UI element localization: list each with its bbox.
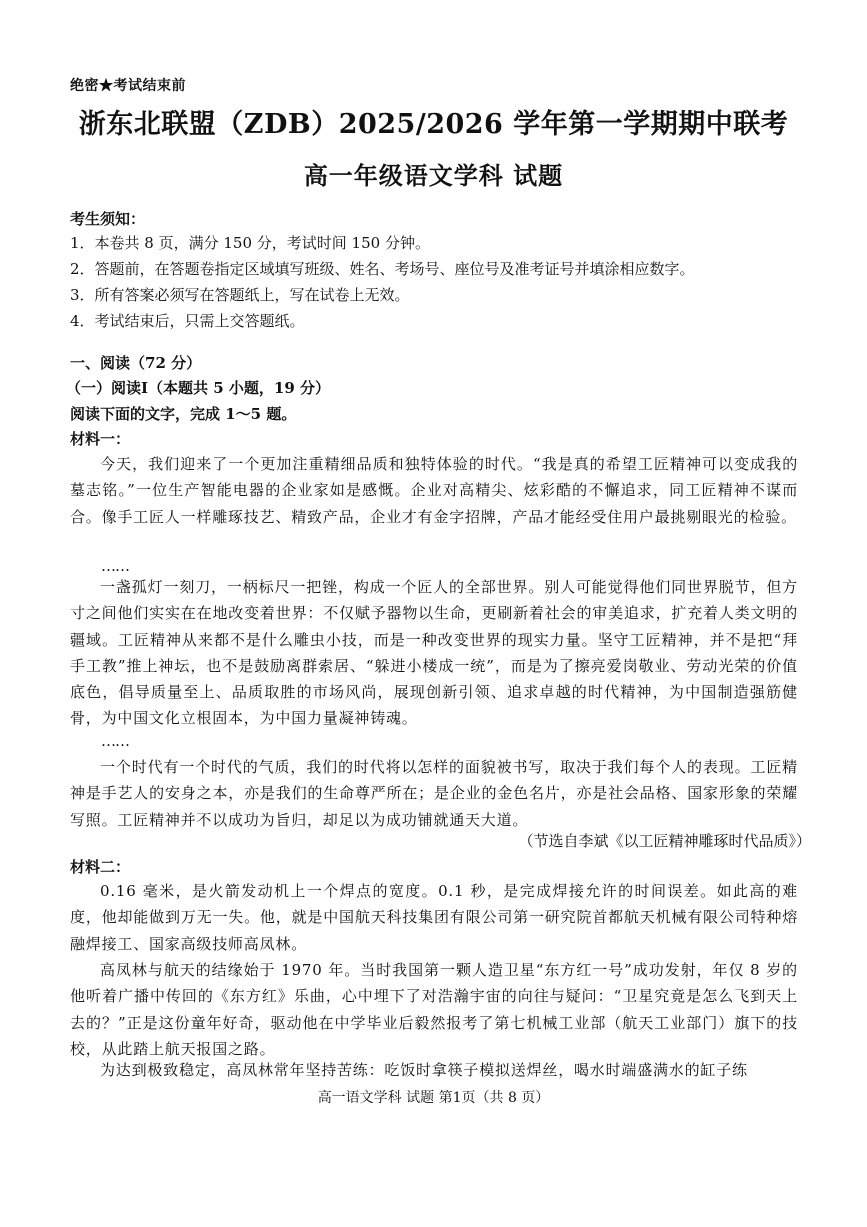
material-2-label: 材料二： bbox=[70, 858, 131, 876]
material-1-paragraph-3: 一个时代有一个时代的气质，我们的时代将以怎样的面貌被书写，取决于我们每个人的表现。工匠精神是手艺人的安身之本，亦是我们的生命尊严所在；是企业的金色名片，亦是社会品格、国家形象的荣耀写照。工匠精神并不以成功为旨归，却足以为成功铺就通天大道。 bbox=[70, 758, 798, 829]
exam-subtitle: 高一年级语文学科 试题 bbox=[303, 161, 564, 190]
notice-item: 1．本卷共 8 页，满分 150 分，考试时间 150 分钟。 bbox=[70, 234, 430, 252]
material-1-paragraph-1: 今天，我们迎来了一个更加注重精细品质和独特体验的时代。“我是真的希望工匠精神可以变成我的墓志铭。”一位生产智能电器的企业家如是感慨。企业对高精尖、炫彩酷的不懈追求，同工匠精神不谋而合。像手工匠人一样雕琢技艺、精致产品，企业才有金字招牌，产品才能经受住用户最挑剔眼光的检验。 bbox=[70, 455, 798, 526]
material-1-source: （节选自李斌《以工匠精神雕琢时代品质》） bbox=[518, 832, 811, 850]
section-heading-reading: 一、阅读（72 分） bbox=[70, 354, 202, 372]
notice-item: 2．答题前，在答题卷指定区域填写班级、姓名、考场号、座位号及准考证号并填涂相应数字。 bbox=[70, 260, 695, 278]
material-1-paragraph-2: 一盏孤灯一刻刀，一柄标尺一把锉，构成一个匠人的全部世界。别人可能觉得他们同世界脱节，但方寸之间他们实实在在地改变着世界：不仅赋予器物以生命，更刷新着社会的审美追求，扩充着人类文明的疆域。工匠精神从来都不是什么雕虫小技，而是一种改变世界的现实力量。坚守工匠精神，并不是把“拜手工教”推上神坛，也不是鼓励离群索居、“躲进小楼成一统”，而是为了擦亮爱岗敬业、劳动光荣的价值底色，倡导质量至上、品质取胜的市场风尚，展现创新引领、追求卓越的时代精神，为中国制造强筋健骨，为中国文化立根固本，为中国力量凝神铸魂。 bbox=[70, 578, 798, 728]
subsection-heading-reading-1: （一）阅读Ⅰ（本题共 5 小题，19 分） bbox=[66, 379, 330, 397]
notice-list bbox=[70, 230, 695, 334]
material-1-label: 材料一： bbox=[70, 430, 131, 448]
reading-instruction: 阅读下面的文字，完成 1～5 题。 bbox=[70, 405, 297, 423]
material-2-paragraph-3: 为达到极致稳定，高凤林常年坚持苦练：吃饭时拿筷子模拟送焊丝，喝水时端盛满水的缸子练 bbox=[100, 1061, 748, 1079]
material-1-ellipsis: …… bbox=[101, 732, 129, 750]
notice-heading: 考生须知： bbox=[70, 210, 146, 228]
confidential-label: 绝密★考试结束前 bbox=[70, 78, 186, 94]
material-2-paragraph-2: 高凤林与航天的结缘始于 1970 年。当时我国第一颗人造卫星“东方红一号”成功发射，年仅 8 岁的他听着广播中传回的《东方红》乐曲，心中埋下了对浩瀚宇宙的向往与疑问：“卫星究竟是怎么飞到天上去的？”正是这份童年好奇，驱动他在中学毕业后毅然报考了第七机械工业部（航天工业部门）旗下的技校，从此踏上航天报国之路。 bbox=[70, 961, 798, 1058]
exam-title: 浙东北联盟（ZDB）2025/2026 学年第一学期期中联考 bbox=[78, 109, 789, 140]
material-1-ellipsis: …… bbox=[101, 557, 129, 575]
page-footer: 高一语文学科 试题 第1页（共 8 页） bbox=[317, 1090, 550, 1106]
notice-item: 4．考试结束后，只需上交答题纸。 bbox=[70, 312, 305, 330]
notice-item: 3．所有答案必须写在答题纸上，写在试卷上无效。 bbox=[70, 286, 410, 304]
material-2-paragraph-1: 0.16 毫米，是火箭发动机上一个焊点的宽度。0.1 秒，是完成焊接允许的时间误差。如此高的难度，他却能做到万无一失。他，就是中国航天科技集团有限公司第一研究院首都航天机械有限公司特种熔融焊接工、国家高级技师高凤林。 bbox=[70, 882, 798, 953]
